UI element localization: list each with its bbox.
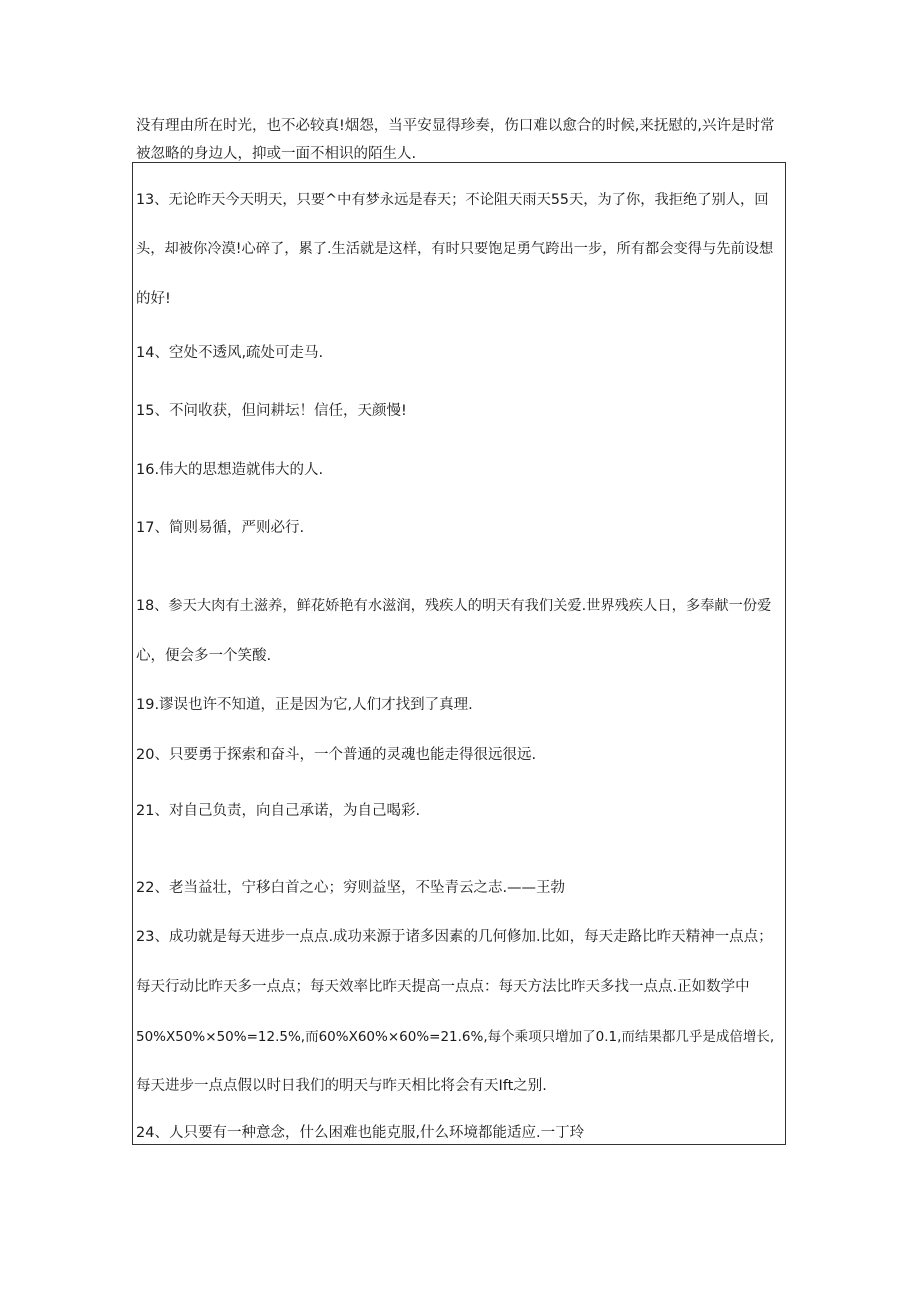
entry-line: 的好! — [136, 291, 171, 307]
entry-line: 每天进步一点点假以时日我们的明天与昨天相比将会有天Ift之别. — [136, 1078, 547, 1094]
entry-13 — [136, 189, 774, 307]
entry-18 — [136, 595, 772, 664]
entry-19 — [136, 693, 473, 714]
entry-22 — [136, 876, 565, 897]
entry-24 — [136, 1121, 584, 1142]
quotes-box — [132, 162, 786, 1145]
entry-21 — [136, 799, 420, 820]
entry-line: 14、空处不透风,疏处可走马. — [136, 345, 324, 361]
entry-23 — [136, 925, 775, 1094]
entry-line: 50%X50%×50%=12.5%,而60%X60%×60%=21.6%,每个乘项只增加了0.1,而结果都几乎是成倍增长, — [136, 1029, 775, 1045]
entry-16 — [136, 458, 323, 479]
entry-line: 18、参天大肉有土滋养，鲜花娇艳有水滋润，残疾人的明天有我们关爱.世界残疾人日，多奉献一份爱 — [136, 598, 772, 614]
entry-line: 17、简则易循，严则必行. — [136, 520, 305, 536]
intro-line: 被忽略的身边人，抑或一面不相识的陌生人. — [136, 146, 417, 162]
entry-14 — [136, 341, 323, 362]
intro-paragraph — [136, 112, 786, 168]
entry-line: 19.谬误也许不知道，正是因为它,人们才找到了真理. — [136, 697, 473, 713]
entry-line: 心，便会多一个笑酸. — [136, 648, 272, 664]
entry-line: 22、老当益壮，宁移白首之心；穷则益坚，不坠青云之志.——王勃 — [136, 880, 566, 896]
entry-line: 15、不问收获，但问耕坛！信任，天颜慢! — [136, 403, 407, 419]
entry-17 — [136, 516, 304, 537]
entry-line: 13、无论昨天今天明天，只要^中有梦永远是春天；不论阻天雨天55天，为了你，我拒绝了别人，回 — [136, 192, 769, 208]
entry-line: 23、成功就是每天进步一点点.成功来源于诸多因素的几何修加.比如，每天走路比昨天精神一点点； — [136, 929, 773, 945]
entry-line: 每天行动比昨天多一点点；每天效率比昨天提高一点点：每天方法比昨天多找一点点.正如数学中 — [136, 979, 750, 995]
entry-20 — [136, 743, 536, 764]
entry-line: 24、人只要有一种意念，什么困难也能克服,什么环境都能适应.一丁玲 — [136, 1125, 585, 1141]
intro-line: 没有理由所在时光，也不必较真!烟怨，当平安显得珍奏，伤口难以愈合的时候,来抚慰的,兴许是时常 — [136, 118, 775, 134]
entry-line: 20、只要勇于探索和奋斗，一个普通的灵魂也能走得很远很远. — [136, 747, 537, 763]
entry-line: 21、对自己负责，向自己承诺，为自己喝彩. — [136, 803, 421, 819]
entry-15 — [136, 399, 407, 420]
entry-line: 头，却被你冷漠!心碎了，累了.生活就是这样，有时只要饱足勇气跨出一步，所有都会变得与先前设想 — [136, 241, 774, 257]
entry-line: 16.伟大的思想造就伟大的人. — [136, 462, 324, 478]
